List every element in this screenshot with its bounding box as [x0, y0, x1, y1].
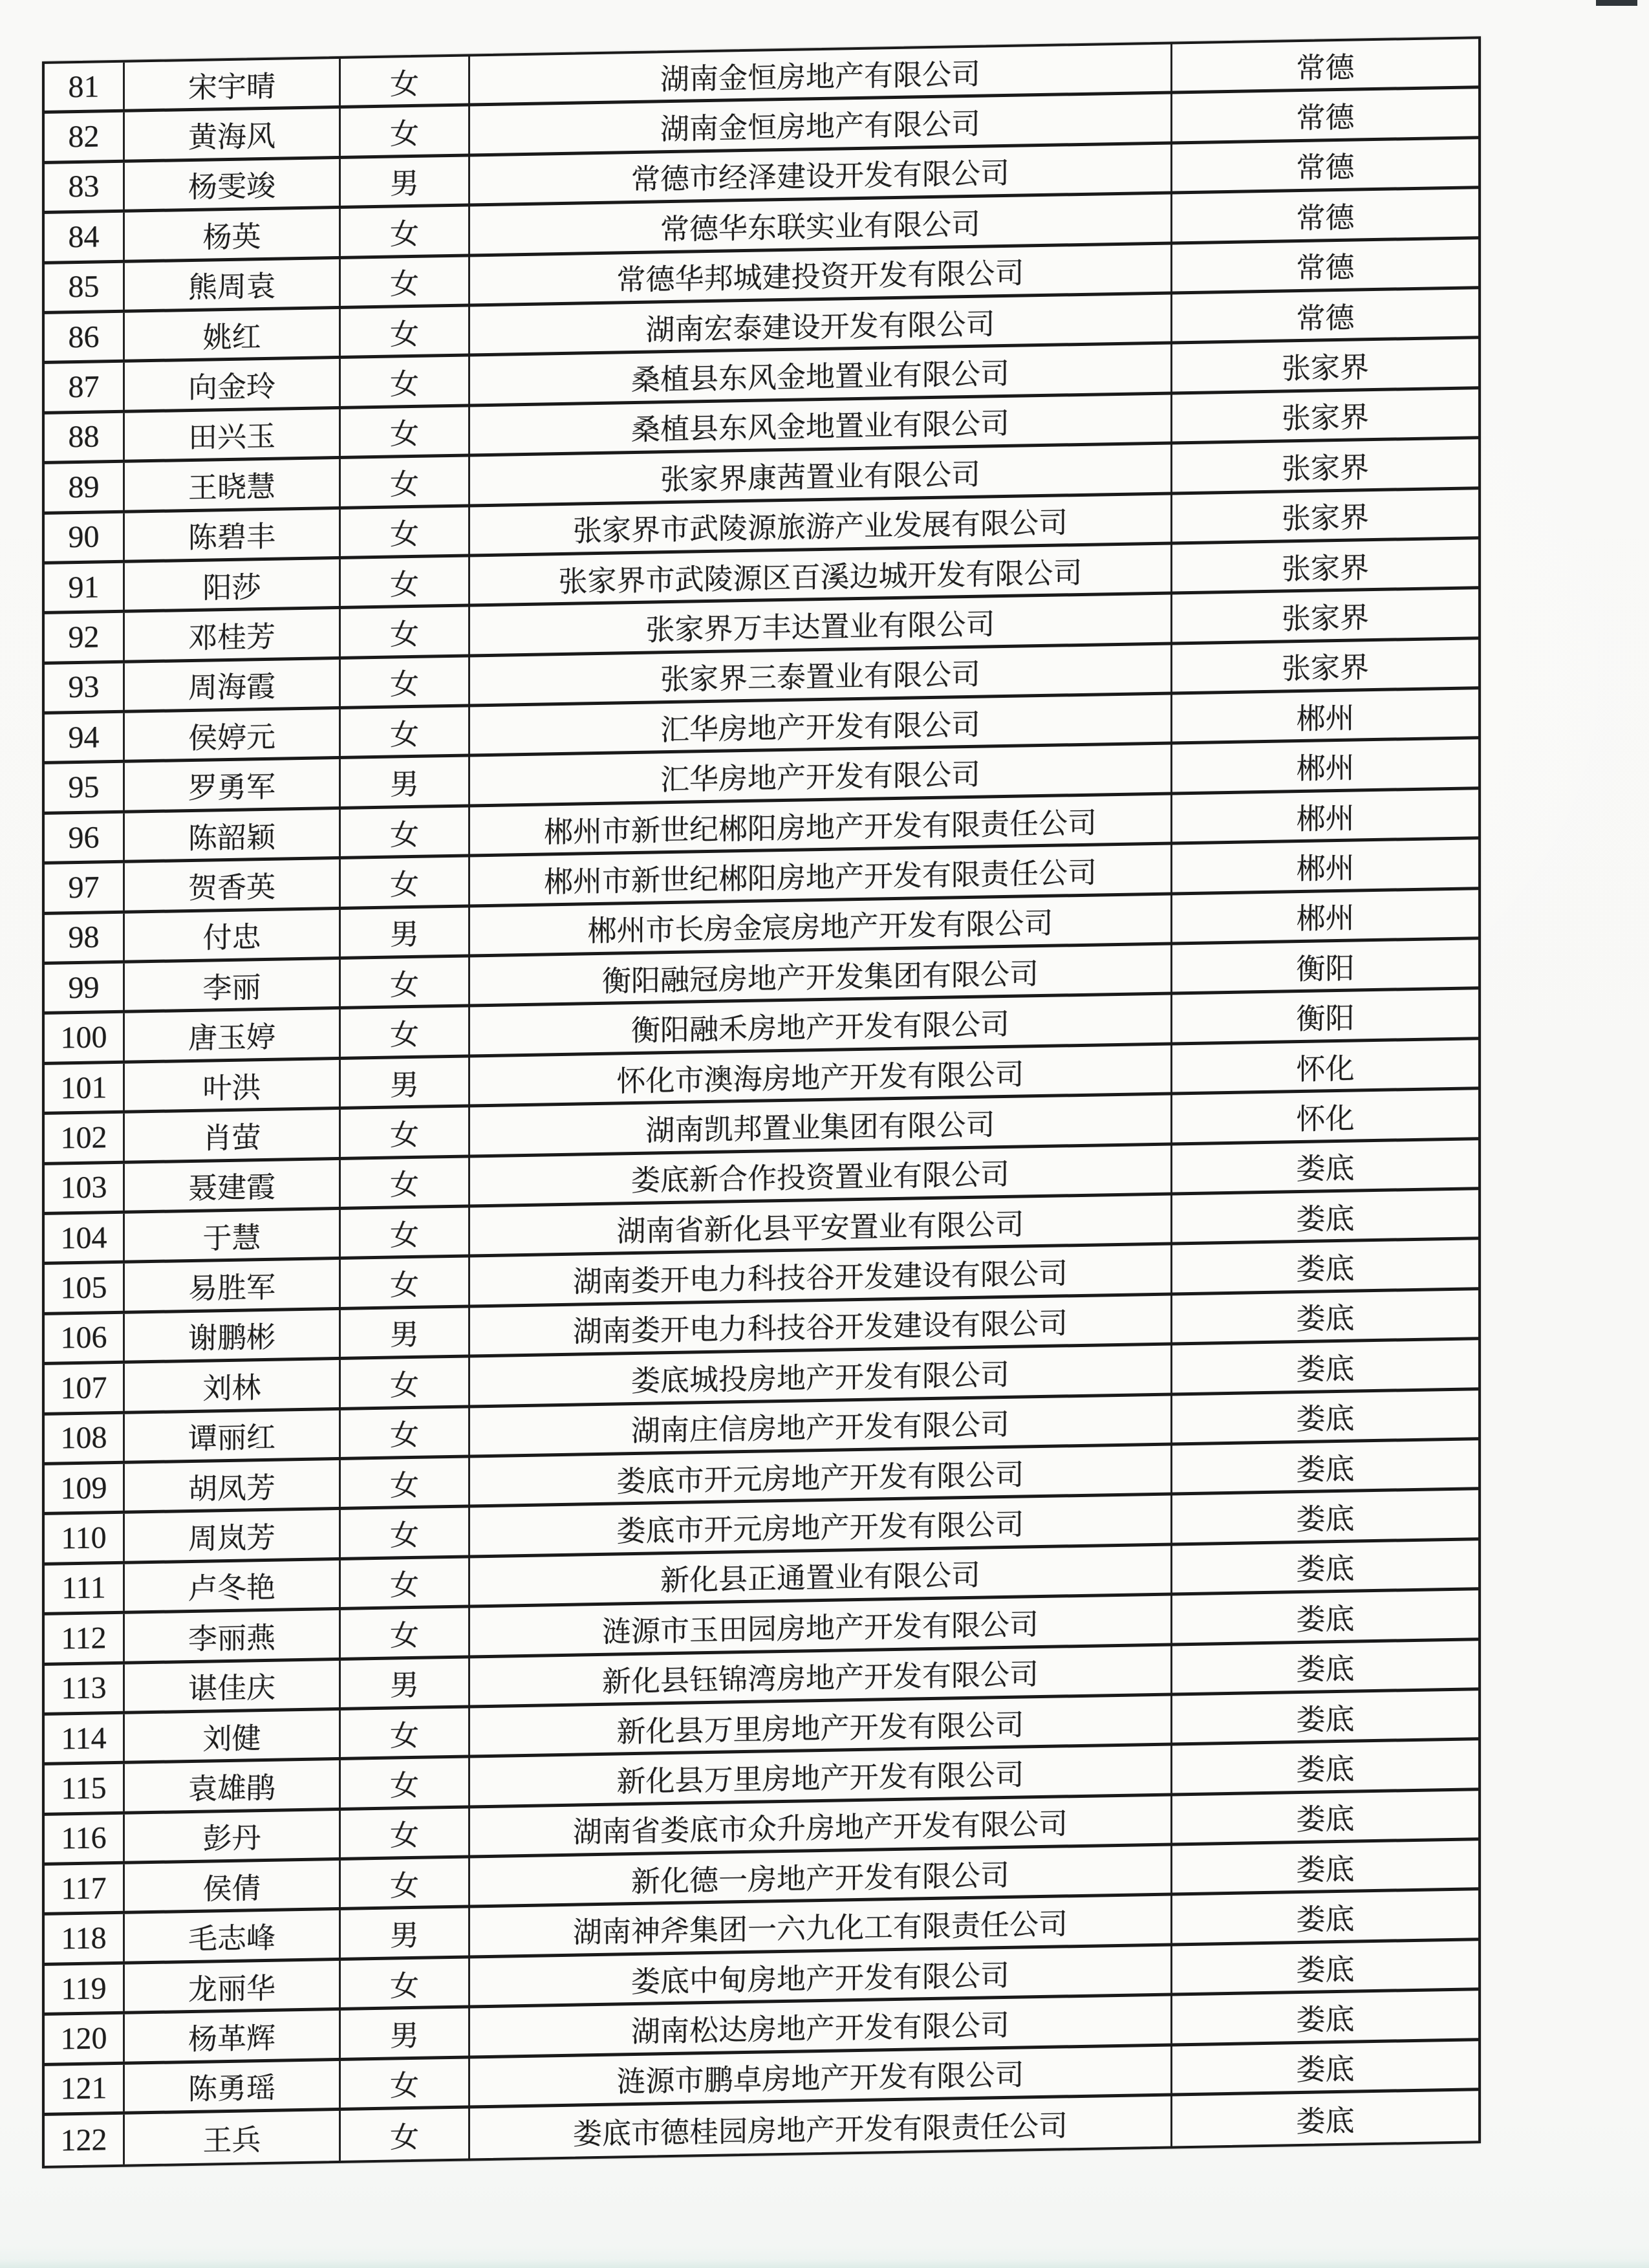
company-cell: 郴州市新世纪郴阳房地产开发有限责任公司: [470, 845, 1172, 904]
row-number-cell: 118: [45, 1914, 125, 1963]
city-cell: 娄底: [1296, 1703, 1355, 1736]
city-cell: 娄底: [1296, 1552, 1355, 1586]
gender-cell: 男: [341, 157, 470, 206]
gender-cell: 女: [341, 1408, 470, 1457]
company-cell: 湖南娄开电力科技谷开发建设有限公司: [470, 1295, 1172, 1354]
company-cell: 郴州市长房金宸房地产开发有限公司: [470, 895, 1172, 954]
company-cell: 湖南省新化县平安置业有限公司: [470, 1195, 1172, 1254]
name-cell: 叶洪: [125, 1060, 341, 1110]
name-cell: 侯婷元: [125, 709, 341, 760]
company-cell: 涟源市鹏卓房地产开发有限公司: [470, 2046, 1172, 2105]
row-number-cell: 112: [45, 1614, 125, 1663]
gender-cell: 女: [341, 1008, 470, 1057]
name-cell: 宋宇晴: [125, 59, 341, 109]
name-cell: 向金玲: [125, 359, 341, 409]
city-cell: 衡阳: [1296, 1002, 1355, 1036]
gender-cell: 女: [341, 507, 470, 556]
company-cell: 涟源市玉田园房地产开发有限公司: [470, 1596, 1172, 1655]
row-number-cell: 88: [45, 413, 125, 462]
name-cell: 阳莎: [125, 559, 341, 610]
company-cell: 湖南凯邦置业集团有限公司: [470, 1096, 1172, 1154]
city-cell: 娄底: [1296, 1953, 1355, 1987]
name-cell: 王晓慧: [125, 459, 341, 510]
name-cell: 姚红: [125, 309, 341, 360]
name-cell: 邓桂芳: [125, 609, 341, 660]
row-number-cell: 115: [45, 1764, 125, 1813]
name-cell: 陈勇瑶: [125, 2061, 341, 2111]
company-cell: 张家界万丰达置业有限公司: [470, 595, 1172, 654]
city-cell: 郴州: [1296, 751, 1355, 786]
name-cell: 谭丽红: [125, 1410, 341, 1460]
city-cell: 娄底: [1296, 1352, 1355, 1386]
city-cell: 娄底: [1296, 1652, 1355, 1687]
gender-cell: 男: [341, 2009, 470, 2058]
gender-cell: 女: [341, 557, 470, 606]
name-cell: 袁雄鹃: [125, 1760, 341, 1811]
company-cell: 新化县万里房地产开发有限公司: [470, 1746, 1172, 1805]
company-cell: 汇华房地产开发有限公司: [470, 695, 1172, 754]
name-cell: 刘健: [125, 1711, 341, 1761]
name-cell: 毛志峰: [125, 1910, 341, 1961]
city-cell: 常德: [1296, 251, 1355, 285]
name-cell: 聂建霞: [125, 1160, 341, 1211]
row-number-cell: 100: [45, 1013, 125, 1062]
company-cell: 湖南庄信房地产开发有限公司: [470, 1396, 1172, 1454]
row-number-cell: 101: [45, 1064, 125, 1112]
name-cell: 陈碧丰: [125, 509, 341, 559]
row-number-cell: 97: [45, 863, 125, 912]
city-cell: 娄底: [1296, 2104, 1355, 2139]
city-cell: 娄底: [1296, 1903, 1355, 1937]
city-cell: 娄底: [1296, 1453, 1355, 1486]
gender-cell: 女: [341, 1608, 470, 1658]
city-cell: 张家界: [1281, 651, 1369, 686]
company-cell: 桑植县东风金地置业有限公司: [470, 394, 1172, 453]
row-number-cell: 110: [45, 1514, 125, 1562]
gender-cell: 女: [341, 257, 470, 306]
city-cell: 常德: [1296, 51, 1355, 85]
gender-cell: 女: [341, 407, 470, 456]
gender-cell: 女: [341, 1458, 470, 1507]
gender-cell: 女: [341, 1758, 470, 1808]
company-cell: 娄底市开元房地产开发有限公司: [470, 1445, 1172, 1504]
company-cell: 衡阳融禾房地产开发有限公司: [470, 995, 1172, 1054]
name-cell: 卢冬艳: [125, 1561, 341, 1611]
name-cell: 易胜军: [125, 1260, 341, 1310]
city-cell: 张家界: [1281, 501, 1369, 535]
city-cell: 娄底: [1296, 1202, 1355, 1236]
row-number-cell: 108: [45, 1414, 125, 1462]
row-number-cell: 113: [45, 1664, 125, 1712]
city-cell: 常德: [1296, 151, 1355, 185]
row-number-cell: 98: [45, 913, 125, 962]
name-cell: 杨雯竣: [125, 159, 341, 210]
name-cell: 李丽燕: [125, 1610, 341, 1661]
gender-cell: 男: [341, 1308, 470, 1357]
name-cell: 田兴玉: [125, 409, 341, 460]
row-number-cell: 95: [45, 763, 125, 812]
city-cell: 郴州: [1296, 852, 1355, 886]
company-cell: 娄底市德桂园房地产开发有限责任公司: [470, 2097, 1172, 2159]
gender-cell: 女: [341, 1108, 470, 1157]
gender-cell: 女: [341, 107, 470, 156]
city-cell: 娄底: [1296, 1402, 1355, 1436]
row-number-cell: 109: [45, 1464, 125, 1513]
city-cell: 张家界: [1281, 351, 1369, 385]
row-number-cell: 121: [45, 2064, 125, 2113]
gender-cell: 女: [341, 207, 470, 256]
company-cell: 常德市经泽建设开发有限公司: [470, 144, 1172, 203]
row-number-cell: 111: [45, 1564, 125, 1612]
gender-cell: 女: [341, 1808, 470, 1857]
name-cell: 谢鹏彬: [125, 1310, 341, 1361]
name-cell: 贺香英: [125, 859, 341, 910]
city-cell: 郴州: [1296, 802, 1355, 836]
gender-cell: 女: [341, 807, 470, 856]
name-cell: 胡凤芳: [125, 1460, 341, 1511]
scan-corner-artifact: [1596, 0, 1637, 6]
gender-cell: 女: [341, 707, 470, 757]
city-cell: 张家界: [1281, 551, 1369, 586]
city-cell: 怀化: [1296, 1052, 1355, 1086]
row-number-cell: 117: [45, 1864, 125, 1913]
row-number-cell: 119: [45, 1965, 125, 2013]
gender-cell: 男: [341, 1057, 470, 1107]
company-cell: 怀化市澳海房地产开发有限公司: [470, 1045, 1172, 1104]
row-number-cell: 84: [45, 213, 125, 261]
gender-cell: 女: [341, 307, 470, 356]
name-cell: 陈韶颖: [125, 810, 341, 860]
company-cell: 湖南省娄底市众升房地产开发有限公司: [470, 1796, 1172, 1855]
company-cell: 郴州市新世纪郴阳房地产开发有限责任公司: [470, 795, 1172, 854]
row-number-cell: 122: [45, 2115, 125, 2166]
row-number-cell: 83: [45, 163, 125, 211]
name-cell: 杨革辉: [125, 2011, 341, 2061]
company-cell: 新化县万里房地产开发有限公司: [470, 1696, 1172, 1755]
gender-cell: 女: [341, 1708, 470, 1757]
company-cell: 衡阳融冠房地产开发集团有限公司: [470, 945, 1172, 1004]
city-cell: 娄底: [1296, 1502, 1355, 1537]
gender-cell: 男: [341, 757, 470, 806]
row-number-cell: 87: [45, 363, 125, 411]
city-cell: 娄底: [1296, 1152, 1355, 1186]
city-cell: 郴州: [1296, 902, 1355, 936]
gender-cell: 女: [341, 1258, 470, 1307]
gender-cell: 女: [341, 957, 470, 1006]
city-cell: 娄底: [1296, 1252, 1355, 1286]
company-cell: 湖南松达房地产开发有限公司: [470, 1996, 1172, 2055]
name-cell: 侯倩: [125, 1861, 341, 1911]
city-cell: 常德: [1296, 201, 1355, 235]
company-cell: 湖南金恒房地产有限公司: [470, 44, 1172, 103]
city-cell: 常德: [1296, 301, 1355, 335]
row-number-cell: 114: [45, 1714, 125, 1763]
gender-cell: 女: [341, 1207, 470, 1257]
name-cell: 熊周袁: [125, 259, 341, 309]
row-number-cell: 104: [45, 1214, 125, 1262]
gender-cell: 男: [341, 907, 470, 956]
gender-cell: 女: [341, 2108, 470, 2161]
city-cell: 郴州: [1296, 702, 1355, 735]
row-number-cell: 94: [45, 713, 125, 762]
city-cell: 张家界: [1281, 601, 1369, 636]
gender-cell: 女: [341, 1558, 470, 1607]
company-cell: 湖南金恒房地产有限公司: [470, 94, 1172, 153]
name-cell: 付忠: [125, 910, 341, 960]
name-cell: 杨英: [125, 209, 341, 259]
city-cell: 常德: [1296, 101, 1355, 135]
row-number-cell: 103: [45, 1163, 125, 1212]
row-number-cell: 82: [45, 113, 125, 161]
row-number-cell: 92: [45, 613, 125, 662]
gender-cell: 男: [341, 1658, 470, 1707]
name-cell: 肖萤: [125, 1110, 341, 1160]
row-number-cell: 89: [45, 463, 125, 512]
row-number-cell: 90: [45, 513, 125, 561]
gender-cell: 女: [341, 1158, 470, 1207]
city-cell: 张家界: [1281, 451, 1369, 486]
company-cell: 新化县正通置业有限公司: [470, 1546, 1172, 1604]
row-number-cell: 120: [45, 2014, 125, 2063]
company-cell: 张家界三泰置业有限公司: [470, 645, 1172, 704]
company-cell: 汇华房地产开发有限公司: [470, 745, 1172, 804]
row-number-cell: 81: [45, 63, 125, 111]
company-cell: 湖南宏泰建设开发有限公司: [470, 294, 1172, 353]
row-number-cell: 86: [45, 313, 125, 362]
row-number-cell: 105: [45, 1264, 125, 1312]
city-cell: 娄底: [1296, 1853, 1355, 1886]
company-cell: 娄底市开元房地产开发有限公司: [470, 1496, 1172, 1555]
company-cell: 娄底城投房地产开发有限公司: [470, 1346, 1172, 1405]
name-cell: 谌佳庆: [125, 1660, 341, 1711]
gender-cell: 女: [341, 607, 470, 656]
name-cell: 刘林: [125, 1360, 341, 1410]
row-number-cell: 107: [45, 1364, 125, 1412]
city-cell: 娄底: [1296, 2053, 1355, 2087]
row-number-cell: 99: [45, 964, 125, 1012]
roster-table: [42, 36, 1481, 2168]
city-cell: 怀化: [1296, 1102, 1355, 1136]
row-number-cell: 102: [45, 1114, 125, 1162]
company-cell: 娄底中甸房地产开发有限公司: [470, 1946, 1172, 2005]
name-cell: 周海霞: [125, 660, 341, 710]
gender-cell: 女: [341, 1859, 470, 1908]
company-cell: 新化县钰锦湾房地产开发有限公司: [470, 1646, 1172, 1705]
name-cell: 罗勇军: [125, 759, 341, 810]
city-cell: 娄底: [1296, 1753, 1355, 1787]
gender-cell: 女: [341, 657, 470, 706]
gender-cell: 女: [341, 2058, 470, 2108]
name-cell: 周岚芳: [125, 1510, 341, 1561]
company-cell: 湖南神斧集团一六九化工有限责任公司: [470, 1896, 1172, 1955]
name-cell: 于慧: [125, 1210, 341, 1260]
row-number-cell: 91: [45, 563, 125, 612]
company-cell: 张家界康茜置业有限公司: [470, 445, 1172, 504]
name-cell: 彭丹: [125, 1811, 341, 1861]
gender-cell: 女: [341, 1508, 470, 1557]
row-number-cell: 85: [45, 263, 125, 311]
company-cell: 常德华邦城建投资开发有限公司: [470, 244, 1172, 303]
company-cell: 桑植县东风金地置业有限公司: [470, 345, 1172, 404]
gender-cell: 男: [341, 1908, 470, 1958]
company-cell: 湖南娄开电力科技谷开发建设有限公司: [470, 1246, 1172, 1304]
city-cell: 娄底: [1296, 1302, 1355, 1336]
row-number-cell: 116: [45, 1814, 125, 1863]
city-cell: 衡阳: [1296, 952, 1355, 986]
company-cell: 常德华东联实业有限公司: [470, 195, 1172, 254]
gender-cell: 女: [341, 457, 470, 506]
name-cell: 黄海风: [125, 109, 341, 159]
company-cell: 娄底新合作投资置业有限公司: [470, 1145, 1172, 1204]
company-cell: 张家界市武陵源旅游产业发展有限公司: [470, 495, 1172, 554]
city-cell: 张家界: [1281, 401, 1369, 435]
row-number-cell: 106: [45, 1314, 125, 1363]
gender-cell: 女: [341, 56, 470, 105]
city-cell: 娄底: [1296, 2003, 1355, 2037]
company-cell: 张家界市武陵源区百溪边城开发有限公司: [470, 545, 1172, 603]
name-cell: 王兵: [125, 2111, 341, 2165]
name-cell: 唐玉婷: [125, 1010, 341, 1060]
gender-cell: 女: [341, 1358, 470, 1407]
city-cell: 娄底: [1296, 1603, 1355, 1636]
scan-bottom-tint: [0, 2259, 1649, 2268]
name-cell: 李丽: [125, 960, 341, 1010]
gender-cell: 女: [341, 357, 470, 406]
gender-cell: 女: [341, 858, 470, 907]
row-number-cell: 96: [45, 814, 125, 862]
name-cell: 龙丽华: [125, 1961, 341, 2011]
gender-cell: 女: [341, 1958, 470, 2007]
company-cell: 新化德一房地产开发有限公司: [470, 1846, 1172, 1905]
city-cell: 娄底: [1296, 1802, 1355, 1837]
row-number-cell: 93: [45, 663, 125, 711]
